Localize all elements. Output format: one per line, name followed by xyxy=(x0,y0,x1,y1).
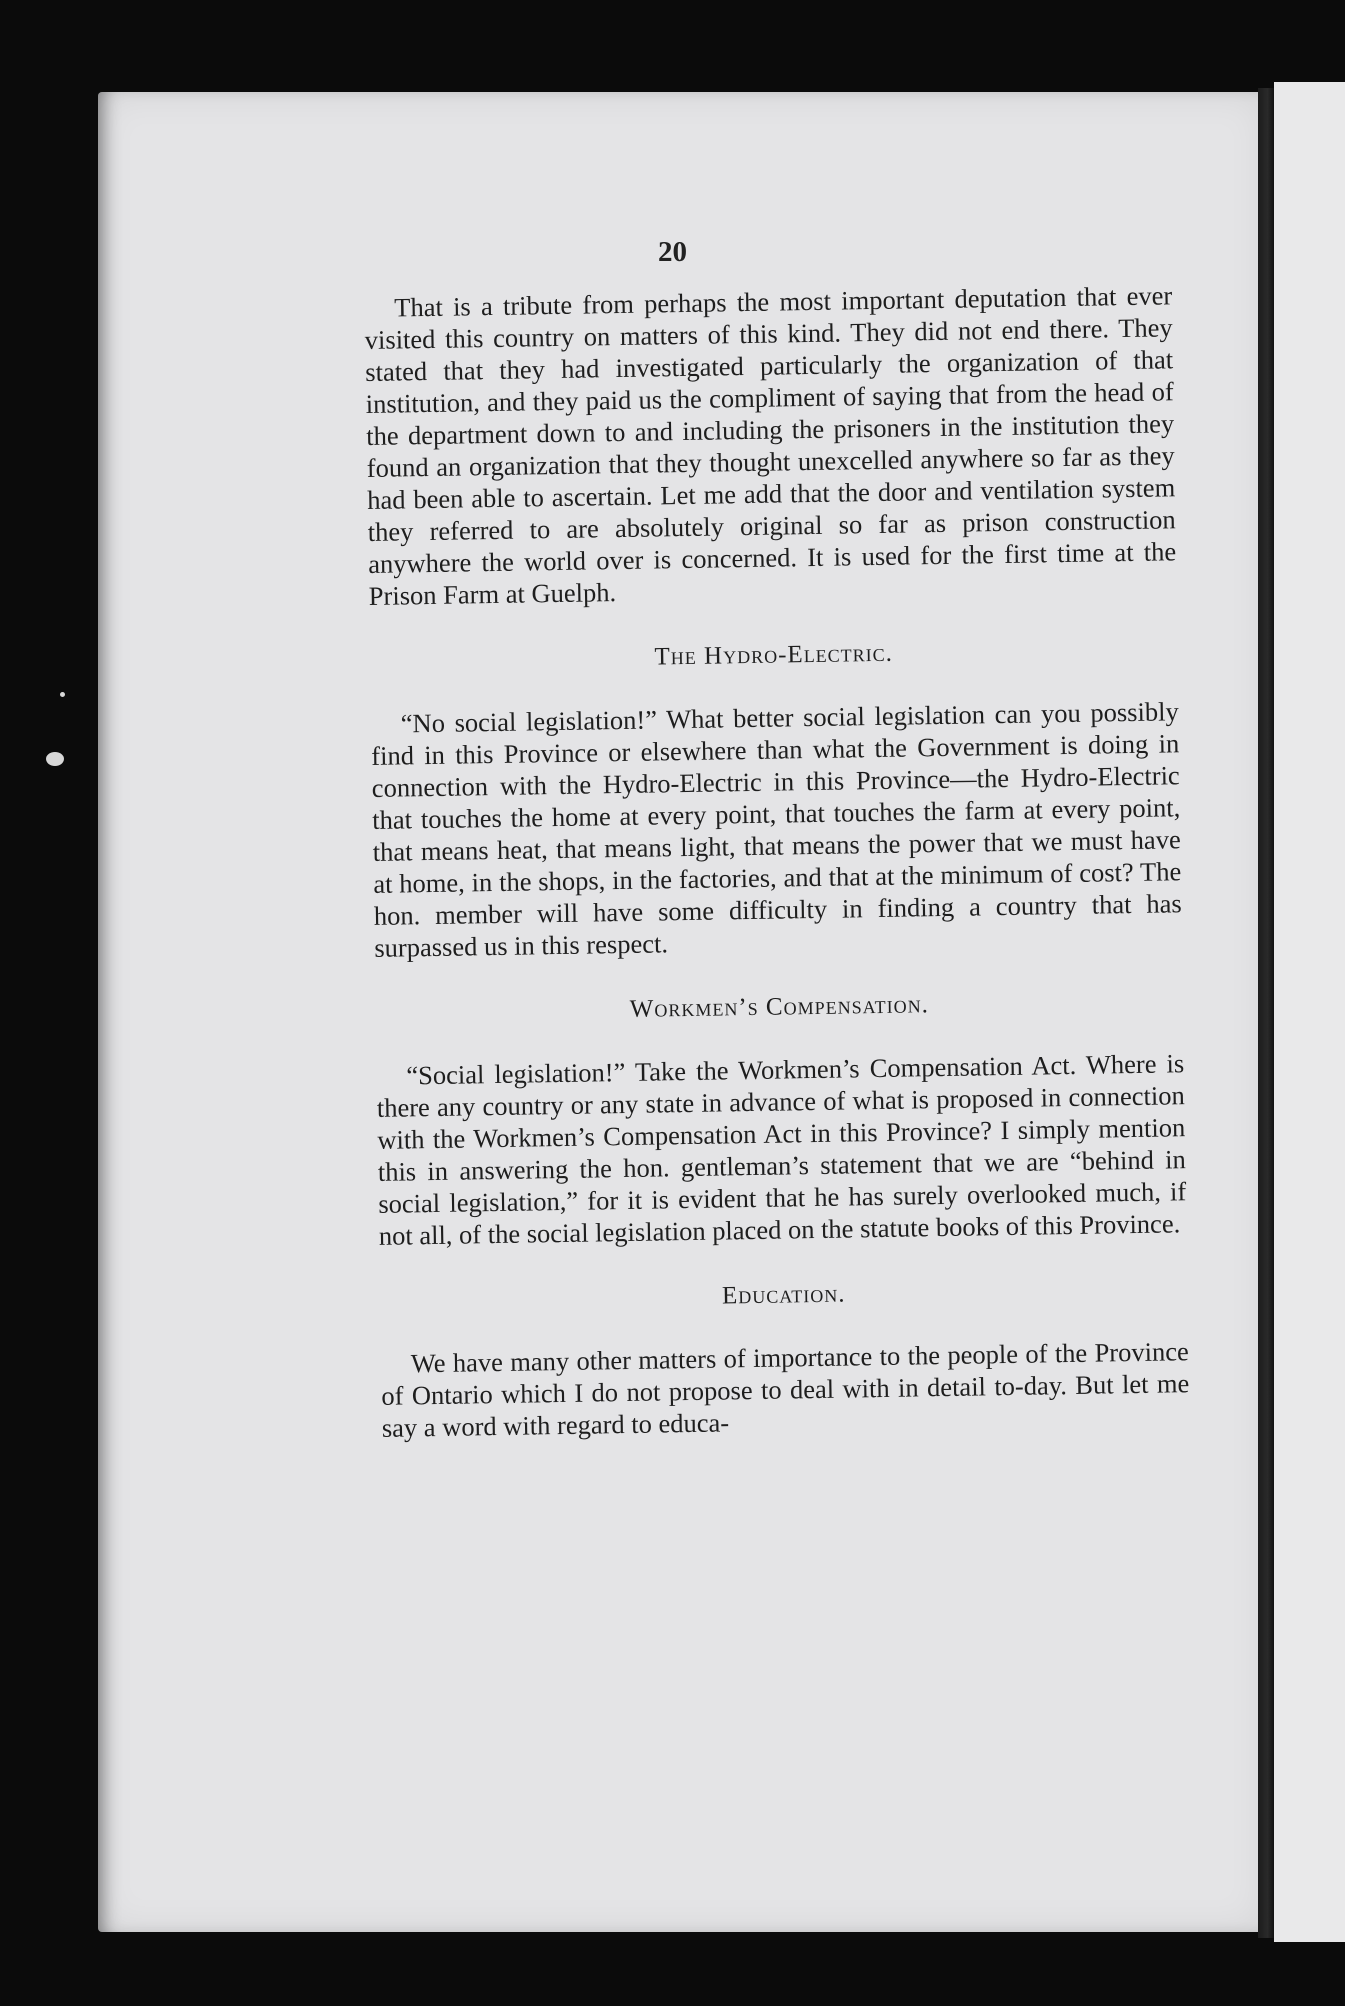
section-heading-education: Education. xyxy=(721,1280,846,1310)
paragraph-education: We have many other matters of importance to the people of the Province of Ontario which I do not propose to deal with in detail to-day. But let me say a word with regard to educa- xyxy=(381,1336,1190,1443)
section-heading-workmens-compensation: Workmen’s Compensation. xyxy=(629,991,930,1023)
paragraph-deputation-tribute: That is a tribute from perhaps the most important deputation that ever visited this country on matters of this kind. They did not end there. They stated that they had investigated particularly the organization of that institution, and they paid us the compliment of saying that from the head of the department down to and including the prisoners in the institution they found an organization that they thought unexcelled anywhere so far as they had been able to ascertain. Let me add that the door and ventilation system they referred to are absolutely original so far as prison construction anywhere the world over is concerned. It is used for the first time at the Prison Farm at Guelph. xyxy=(364,280,1177,611)
page-body-text xyxy=(364,279,1190,1444)
paragraph-hydro-electric: “No social legislation!” What better social legislation can you possibly find in this Province or elsewhere than what the Government is doing in connection with the Hydro-Electric in this Province—the Hydro-Electric that touches the home at every point, that touches the farm at every point, that means heat, that means light, that means the power that we must have at home, in the shops, in the factories, and that at the minimum of cost? The hon. member will have some difficulty in finding a country that has surpassed us in this respect. xyxy=(371,696,1182,963)
section-heading-hydro-electric: The Hydro-Electric. xyxy=(654,639,894,671)
page-number: 20 xyxy=(658,236,687,268)
paragraph-workmens-compensation: “Social legislation!” Take the Workmen’s Compensation Act. Where is there any country or any state in advance of what is proposed in connection with the Workmen’s Compensation Act in this Province? I simply mention this in answering the hon. gentleman’s statement that we are “behind in social legislation,” for it is evident that he has surely overlooked much, if not all, of the social legislation placed on the statute books of this Province. xyxy=(376,1048,1187,1251)
adjacent-page-edge xyxy=(1274,82,1345,1942)
dust-speck xyxy=(60,692,65,697)
dust-speck xyxy=(46,752,64,766)
book-spine xyxy=(1258,88,1274,1938)
